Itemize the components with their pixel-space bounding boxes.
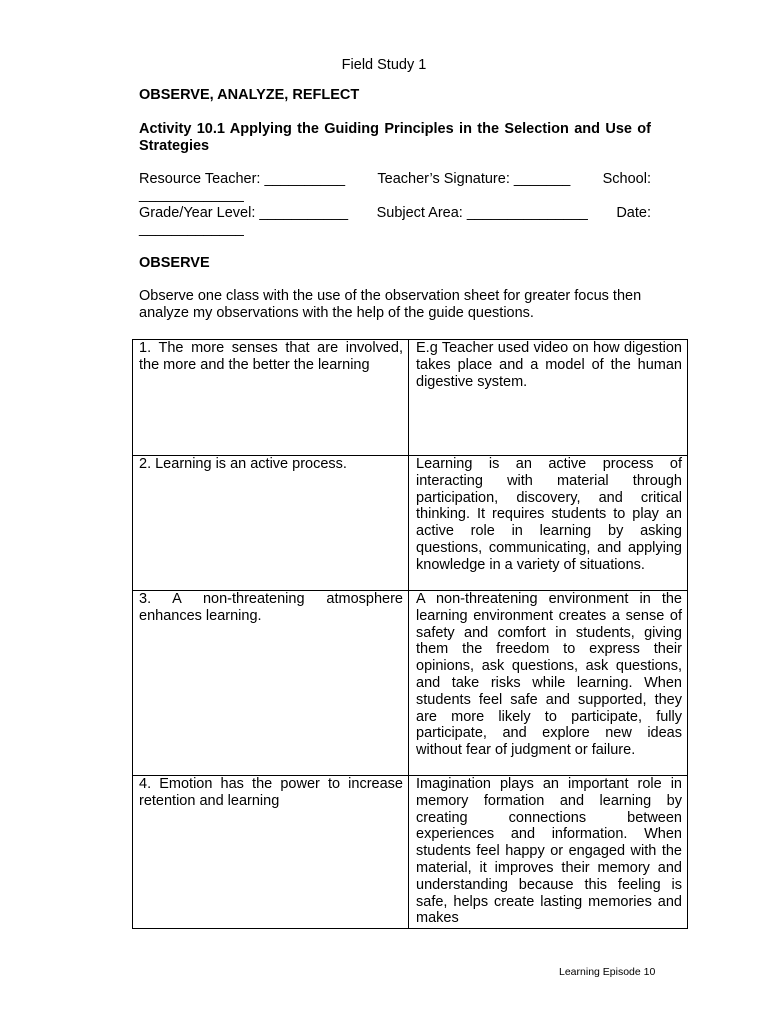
observation-cell: Imagination plays an important role in memory formation and learning by creating connections between experiences and information. When students feel happy or engaged with the material, it improves their memory and understanding because this feeling is safe, helps create lasting memories and makes: [409, 776, 688, 929]
date-field: Date:: [616, 205, 651, 221]
principle-cell: 2. Learning is an active process.: [133, 456, 409, 591]
school-blank: _____________: [139, 187, 244, 203]
table-row: [133, 456, 688, 591]
teacher-signature-field: Teacher’s Signature: _______: [377, 171, 571, 187]
section-heading: OBSERVE: [139, 255, 210, 271]
principle-cell: 4. Emotion has the power to increase retention and learning: [133, 776, 409, 929]
form-line-2: [139, 205, 651, 221]
observation-cell: Learning is an active process of interacting with material through participation, discovery, and critical thinking. It requires students to play an active role in learning by asking questions, communicating, and applying knowledge in a variety of situations.: [409, 456, 688, 591]
principle-cell: 3. A non-threatening atmosphere enhances learning.: [133, 591, 409, 776]
table-row: [133, 776, 688, 929]
page-title: OBSERVE, ANALYZE, REFLECT: [139, 87, 360, 103]
principle-cell: 1. The more senses that are involved, the more and the better the learning: [133, 340, 409, 456]
grade-level-field: Grade/Year Level: ___________: [139, 205, 349, 221]
page-footer: Learning Episode 10: [559, 966, 656, 978]
form-line-1: [139, 171, 651, 187]
observation-cell: A non-threatening environment in the learning environment creates a sense of safety and comfort in students, giving them the freedom to express their opinions, ask questions, ask questions, and take risks while learning. When students feel safe and supported, they are more likely to participate, fully participate, and explore new ideas without fear of judgment or failure.: [409, 591, 688, 776]
resource-teacher-field: Resource Teacher: __________: [139, 171, 346, 187]
page-header: Field Study 1: [341, 57, 427, 73]
subject-area-field: Subject Area: _______________: [376, 205, 588, 221]
table-row: [133, 340, 688, 456]
observation-cell: E.g Teacher used video on how digestion takes place and a model of the human digestive system.: [409, 340, 688, 456]
date-blank: _____________: [139, 221, 244, 237]
table-row: [133, 591, 688, 776]
intro-paragraph: Observe one class with the use of the observation sheet for greater focus then analyze my observations with the help of the guide questions.: [139, 288, 642, 321]
activity-title: Activity 10.1 Applying the Guiding Principles in the Selection and Use of Strategies: [139, 121, 651, 154]
school-field: School:: [602, 171, 651, 187]
observation-table: [132, 339, 688, 929]
